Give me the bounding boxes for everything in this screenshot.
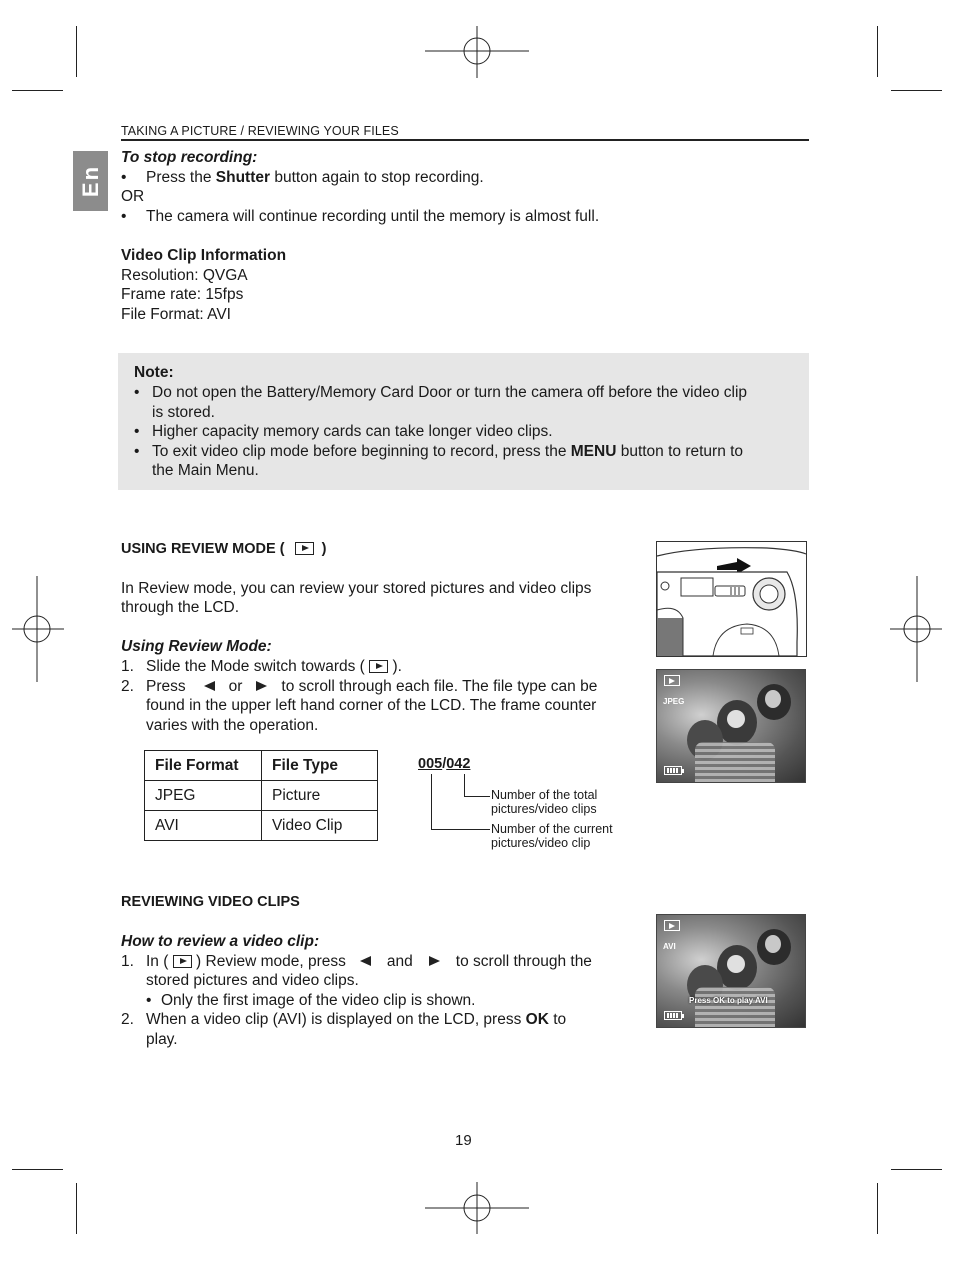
file-type-indicator: JPEG	[663, 697, 685, 706]
video-step: stored pictures and video clips.	[146, 972, 359, 989]
header-divider	[121, 139, 809, 141]
table-row	[145, 781, 378, 811]
crop-mark	[12, 1169, 63, 1170]
frame-counter: 005/042	[418, 756, 471, 772]
play-icon	[664, 920, 680, 931]
stop-recording-step: Press the Shutter button again to stop recording.	[146, 169, 484, 186]
play-icon	[664, 675, 680, 686]
step-number: 2.	[121, 1011, 134, 1028]
table-header-row	[145, 751, 378, 781]
right-arrow-icon	[429, 956, 440, 966]
stop-recording-title: To stop recording:	[121, 149, 258, 166]
camera-top-view	[657, 542, 806, 656]
video-info-resolution: Resolution: QVGA	[121, 267, 248, 284]
play-icon	[173, 955, 192, 968]
note-item: the Main Menu.	[152, 462, 259, 479]
or-text: OR	[121, 188, 145, 205]
registration-mark-right	[890, 576, 942, 682]
table-cell: Video Clip	[262, 811, 378, 841]
review-mode-title: USING REVIEW MODE ( )	[121, 541, 327, 557]
language-tab: En	[73, 151, 108, 211]
table-header: File Format	[145, 751, 262, 781]
page-number: 19	[455, 1132, 472, 1149]
video-step: When a video clip (AVI) is displayed on the LCD, press OK to	[146, 1011, 567, 1028]
bullet: •	[134, 384, 140, 401]
play-prompt: Press OK to play AVI	[689, 996, 768, 1005]
video-step-sub: Only the first image of the video clip is shown.	[161, 992, 476, 1009]
review-step: found in the upper left hand corner of the LCD. The frame counter	[146, 697, 597, 714]
step-number: 1.	[121, 953, 134, 970]
bullet: •	[134, 423, 140, 440]
review-step: Slide the Mode switch towards ( ).	[146, 658, 402, 675]
bullet: •	[121, 169, 127, 186]
table-cell: Picture	[262, 781, 378, 811]
current-count-label: Number of the current pictures/video clip	[491, 822, 613, 850]
crop-mark	[12, 90, 63, 91]
note-item: Higher capacity memory cards can take longer video clips.	[152, 423, 553, 440]
review-step: varies with the operation.	[146, 717, 319, 734]
total-count-label: Number of the total pictures/video clips	[491, 788, 598, 816]
crop-mark	[877, 1183, 878, 1234]
section-header: TAKING A PICTURE / REVIEWING YOUR FILES	[121, 124, 399, 138]
bullet: •	[121, 208, 127, 225]
lcd-preview-jpeg	[656, 669, 806, 783]
note-item: To exit video clip mode before beginning to record, press the MENU button to return to	[152, 443, 744, 460]
table-row	[145, 811, 378, 841]
video-clips-subtitle: How to review a video clip:	[121, 933, 320, 950]
video-info-file-format: File Format: AVI	[121, 306, 231, 323]
battery-icon	[664, 766, 682, 775]
callout-line	[464, 796, 490, 797]
video-info-title: Video Clip Information	[121, 247, 287, 264]
right-arrow-icon	[256, 681, 267, 691]
bullet: •	[146, 992, 152, 1009]
table-header: File Type	[262, 751, 378, 781]
review-intro: through the LCD.	[121, 599, 240, 616]
play-icon	[369, 660, 388, 673]
registration-mark-bottom	[425, 1182, 529, 1234]
step-number: 2.	[121, 678, 134, 695]
review-intro: In Review mode, you can review your stored pictures and video clips	[121, 580, 592, 597]
lcd-preview-avi	[656, 914, 806, 1028]
callout-line	[431, 829, 490, 830]
camera-mode-switch-illustration	[656, 541, 807, 657]
registration-mark-left	[12, 576, 64, 682]
bullet: •	[134, 443, 140, 460]
file-type-table	[144, 750, 378, 841]
review-subtitle: Using Review Mode:	[121, 638, 272, 655]
crop-mark	[891, 90, 942, 91]
crop-mark	[891, 1169, 942, 1170]
crop-mark	[76, 26, 77, 77]
note-title: Note:	[134, 364, 174, 381]
video-step: play.	[146, 1031, 178, 1048]
crop-mark	[76, 1183, 77, 1234]
table-cell: JPEG	[145, 781, 262, 811]
left-arrow-icon	[204, 681, 215, 691]
review-step: Press or to scroll through each file. The file type can be	[146, 678, 598, 695]
file-type-indicator: AVI	[663, 942, 676, 951]
video-info-frame-rate: Frame rate: 15fps	[121, 286, 244, 303]
video-step: In ( ) Review mode, press and to scroll through the	[146, 953, 592, 970]
note-item: is stored.	[152, 404, 215, 421]
stop-recording-note: The camera will continue recording until the memory is almost full.	[146, 208, 600, 225]
left-arrow-icon	[360, 956, 371, 966]
crop-mark	[877, 26, 878, 77]
play-icon	[295, 542, 314, 555]
callout-line	[431, 774, 432, 829]
battery-icon	[664, 1011, 682, 1020]
registration-mark-top	[425, 26, 529, 78]
table-cell: AVI	[145, 811, 262, 841]
video-clips-title: REVIEWING VIDEO CLIPS	[121, 894, 300, 910]
note-item: Do not open the Battery/Memory Card Door or turn the camera off before the video clip	[152, 384, 748, 401]
step-number: 1.	[121, 658, 134, 675]
callout-line	[464, 774, 465, 796]
